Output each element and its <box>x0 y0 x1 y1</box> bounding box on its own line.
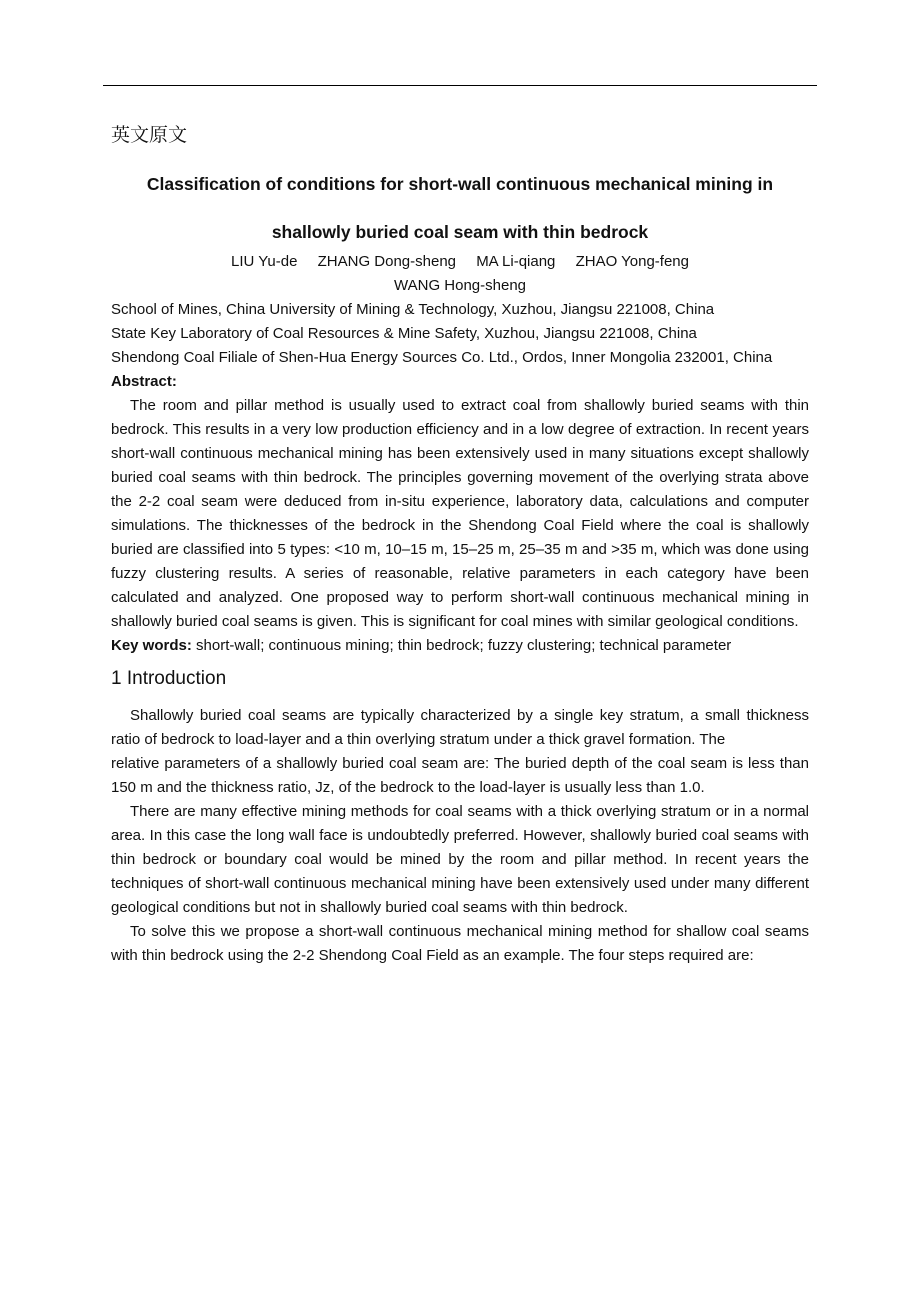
affiliation: Shendong Coal Filiale of Shen-Hua Energy Sources Co. Ltd., Ordos, Inner Mongolia 232001, China <box>111 349 773 366</box>
intro-paragraph-1b: relative parameters of a shallowly buried coal seam are: The buried depth of the coal seam is less than 150 m and the thickness ratio, Jz, of the bedrock to the load-layer is usually less than 1.0. <box>111 755 809 796</box>
authors-line-1 <box>111 250 809 274</box>
intro-paragraph-2: There are many effective mining methods for coal seams with a thick overlying stratum or in a normal area. In this case the long wall face is undoubtedly preferred. However, shallowly buried coal seams with thin bedrock or boundary coal would be mined by the room and pillar method. In recent years the techniques of short-wall continuous mechanical mining have been extensively used under many different geological conditions but not in shallowly buried coal seams with thin bedrock. <box>111 803 809 916</box>
abstract-label: Abstract: <box>111 373 177 390</box>
author: WANG Hong-sheng <box>394 277 526 294</box>
abstract-text: The room and pillar method is usually used to extract coal from shallowly buried seams with thin bedrock. This results in a very low production efficiency and in a low degree of extraction. In recent years short-wall continuous mechanical mining has been extensively used in many situations except shallowly buried coal seams with thin bedrock. The principles governing movement of the overlying strata above the 2-2 coal seam were deduced from in-situ experience, laboratory data, calculations and computer simulations. The thicknesses of the bedrock in the Shendong Coal Field where the coal is shallowly buried are classified into 5 types: <10 m, 10–15 m, 15–25 m, 25–35 m and >35 m, which was done using fuzzy clustering results. A series of reasonable, relative parameters in each category have been calculated and analyzed. One proposed way to perform short-wall continuous mechanical mining in shallowly buried coal seams is given. This is significant for coal mines with similar geological conditions. <box>111 397 809 630</box>
authors-line-2 <box>111 274 809 298</box>
author: ZHAO Yong-feng <box>575 253 689 270</box>
paper-title-line-1: Classification of conditions for short-wall continuous mechanical mining in <box>146 174 774 194</box>
language-label: 英文原文 <box>111 125 188 146</box>
intro-paragraph-3: To solve this we propose a short-wall continuous mechanical mining method for shallow coal seams with thin bedrock using the 2-2 Shendong Coal Field as an example. The four steps required are: <box>111 923 809 964</box>
author: LIU Yu-de <box>230 253 298 270</box>
header-rule <box>103 85 817 86</box>
affiliation: State Key Laboratory of Coal Resources & Mine Safety, Xuzhou, Jiangsu 221008, China <box>111 325 697 342</box>
keywords-label: Key words: <box>111 637 192 654</box>
intro-paragraph-1a: Shallowly buried coal seams are typically characterized by a single key stratum, a small thickness ratio of bedrock to load-layer and a thin overlying stratum under a thick gravel formation. The <box>111 707 809 748</box>
author: ZHANG Dong-sheng <box>317 253 457 270</box>
paper-title-line-2: shallowly buried coal seam with thin bedrock <box>271 222 649 242</box>
section-heading-introduction: 1 Introduction <box>111 668 227 689</box>
keywords-text: short-wall; continuous mining; thin bedrock; fuzzy clustering; technical parameter <box>191 637 732 654</box>
author: MA Li-qiang <box>476 253 556 270</box>
affiliation: School of Mines, China University of Mining & Technology, Xuzhou, Jiangsu 221008, China <box>111 301 715 318</box>
document-page <box>111 118 809 968</box>
keywords <box>111 634 809 658</box>
